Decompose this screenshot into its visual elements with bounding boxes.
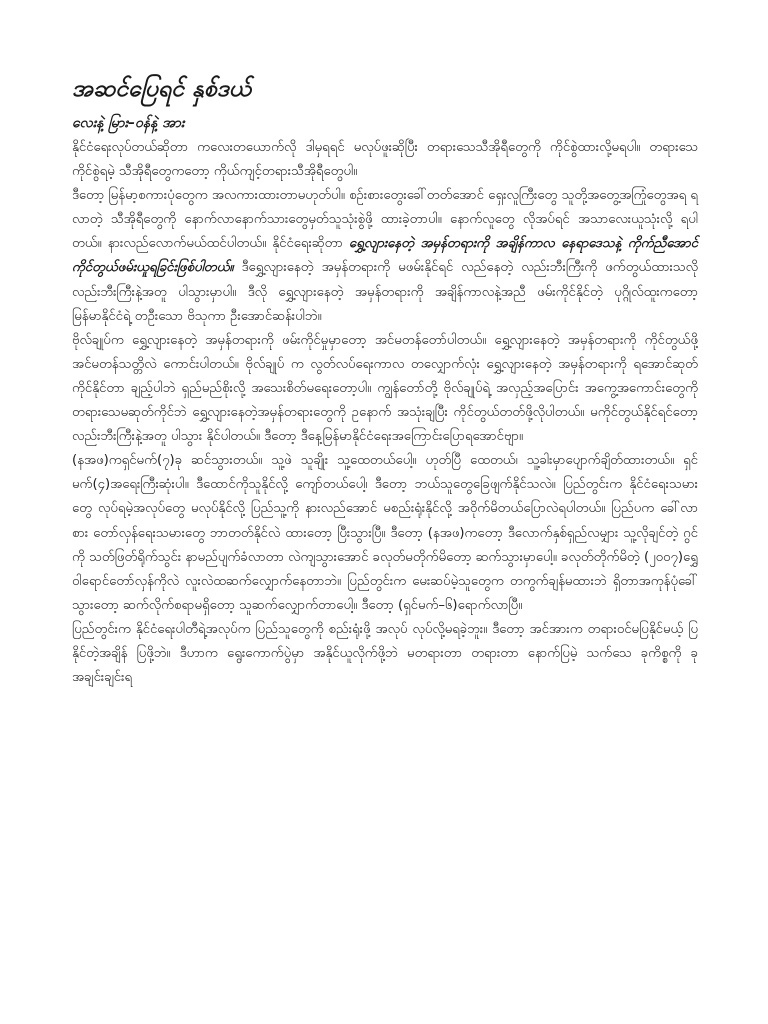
emphasized-text: ရွှေ့လျားနေတဲ့ အမှန်တရားကို အချိန်ကာလ နေရာဒေသနဲ့ ကိုက်ညီအောင် ကိုင်တွယ်ဖမ်းယူရခြင်းဖြစ်ပါတယ်။: [72, 236, 699, 276]
paragraph-text: ဗိုလ်ချုပ်က ရွှေ့လျားနေတဲ့ အမှန်တရားကို ဖမ်းကိုင်မှုမှာတော့ အင်မတန်တော်ပါတယ်။ ရွှေ့လျားနေတဲ့ အမှန်တရားကို ကိုင်တွယ်ဖို့ အင်မတန်သတ္တိလဲ ကောင်းပါတယ်။ ဗိုလ်ချုပ် က လွတ်လပ်ရေးကာလ တလျှောက်လုံး ရွှေ့လျားနေတဲ့ အမှန်တရားကို ရအောင်ဆုတ်ကိုင်နိုင်တာ ချည့်ပါဘဲ ရှည်မည်စိုးလို့ အသေးစိတ်မရေးတော့ပါ။ ကျွန်တော်တို့ ဗိုလ်ချုပ်ရဲ့ အလှည့်အပြောင်း အကွေ့အကောင်းတွေကို တရားသေမဆုတ်ကိုင်ဘဲ ရွှေ့လျားနေတဲ့အမှန်တရားတွေကို ဥနောက် အသုံးချပြီး ကိုင်တွယ်တတ်ဖို့လိုပါတယ်။ မကိုင်တွယ်နိုင်ရင်တော့ လည်းဘီးကြီးနဲ့အတူ ပါသွား နိုင်ပါတယ်။ ဒီတော့ ဒီနေ့မြန်မာနိုင်ငံရေးအကြောင်းပြောရအောင်ဗျာ။: [72, 332, 698, 445]
paragraph-text: ဒီရွှေ့လျားနေတဲ့ အမှန်တရားကို မဖမ်းနိုင်ရင် လည်နေတဲ့ လည်းဘီးကြီးကို ဖက်တွယ်ထားသလို လည်းဘီးကြီးနဲ့အတူ ပါသွားမှာပါ။ ဒီလို ရွှေ့လျားနေတဲ့ အမှန်တရားကို အချိန်ကာလနဲ့အညီ ဖမ်းကိုင်နိုင်တဲ့ ပုဂ္ဂိုလ်ထူးကတော့ မြန်မာနိုင်ငံရဲ့ တဦးသော ဗိသုကာ ဦးအောင်ဆန်းပါဘဲ။: [72, 260, 698, 324]
paragraph-4: [72, 449, 698, 618]
paragraph-2: [72, 184, 698, 329]
paragraph-text: ဒီတော့ မြန်မာ့စကားပုံတွေက အလကားထားတာမဟုတ်ပါ။ စဉ်းစားတွေးခေါ်တတ်အောင် ရှေးလူကြီးတွေ သူတို့အတွေ့အကြုံတွေအရ ရလာတဲ့ သီအိုရီတွေကို နောက်လာနောက်သားတွေမှတ်သူသုံးစွဲဖို့ ထားခဲ့တာပါ။ နောက်လူတွေ လိုအပ်ရင် အသာလေးယူသုံးလို့ ရပါတယ်။ နားလည်လောက်မယ်ထင်ပါတယ်။ နိုင်ငံရေးဆိုတာ: [72, 188, 698, 252]
paragraph-text: ပြည်တွင်းက နိုင်ငံရေးပါတီရဲ့အလုပ်က ပြည်သူတွေကို စည်းရုံးဖို့ အလုပ် လုပ်လို့မရခဲ့ဘူး။ ဒီတော့ အင်အားက တရားဝင်မပြနိုင်မယ့် ပြနိုင်တဲ့အချိန် ပြဖို့ဘဲ။ ဒီဟာက ရွေးကောက်ပွဲမှာ အနိုင်ယူလိုက်ဖို့ဘဲ မတရားတာ တရားတာ နောက်ပြမဲ့ သက်သေ ခုကိစ္စကို ခုအချင်းချင်းရ: [72, 621, 698, 686]
paragraph-text: နိုင်ငံရေးလုပ်တယ်ဆိုတာ ကလေးတယောက်လို ဒါမှရရင် မလုပ်ဖူးဆိုပြီး တရားသေသီအိုရီတွေကို ကိုင်စွဲထားလို့မရပါ။ တရားသေ ကိုင်စွဲရမဲ့ သီအိုရီတွေကတော့ ကိုယ်ကျင့်တရားသီအိုရီတွေပါ။: [72, 140, 698, 180]
article-title: အဆင်ပြေရင် နှစ်ဒယ်: [72, 76, 252, 102]
paragraph-text: (နအဖ)ကရှင်မက်(၇)ခု ဆင်သွားတယ်။ သူ့ဖဲ သူချိုး သူ့ထေတယ်ပေါ့။ ဟုတ်ပြီ ထေတယ်၊ သူ့ခါးမှာပျောက်ချိတ်ထားတယ်။ ရှင်မက်(၄)အရေးကြီးဆုံးပါ။ ဒီထောင်ကိုသူနိုင်လို့ ကျော်တယ်ပေါ့၊ ဒီတော့ ဘယ်သူတွေခြေဖျက်နိုင်သလဲ။ ပြည်တွင်းက နိုင်ငံရေးသမားတွေ လုပ်ရမဲ့အလုပ်တွေ မလုပ်နိုင်လို့ ပြည်သူ့ကို နားလည်အောင် မစည်းရုံးနိုင်လို့ အဝိုက်မိတယ်ပြောလဲရပါတယ်။ ပြည်ပက ခေါ်လာစား တော်လှန်ရေးသမားတွေ ဘာတတ်နိုင်လဲ ထားတော့ ပြီးသွားပြီ။ ဒီတော့ (နအဖ)ကတော့ ဒီလောက်နှစ်ရှည်လမျှား သူ့လိုချင်တဲ့ ဂွင်ကို သတ်ဖြတ်ရိုက်သွင်း နာမည်ပျက်ခံလာတာ လဲကျသွားအောင် ခလုတ်မတိုက်မိတော့ ဆက်သွားမှာပေါ့။ ခလုတ်တိုက်မိတဲ့ (၂၀၀၇)ရွှေဝါရောင်တော်လှန်ကိုလဲ လူးလဲထဆက်လျှောက်နေတာဘဲ။ ပြည်တွင်းက မေးဆပ်မဲ့သူတွေက တကွက်ချန်မထားဘဲ ရှိတာအကုန်ပုံခေါ်သွားတော့ ဆက်လိုက်စရာမရှိတော့ သူဆက်လျှောက်တာပေါ့။ ဒီတော့ (ရှင်မက်–၆)ရောက်လာပြီ။: [72, 453, 698, 613]
document-page: [72, 72, 698, 690]
paragraph-1: [72, 136, 698, 184]
article-author: လေးနဲ့ မြား–ဝန်နဲ့ အား: [72, 115, 185, 131]
paragraph-5: [72, 618, 698, 690]
paragraph-3: [72, 329, 698, 449]
